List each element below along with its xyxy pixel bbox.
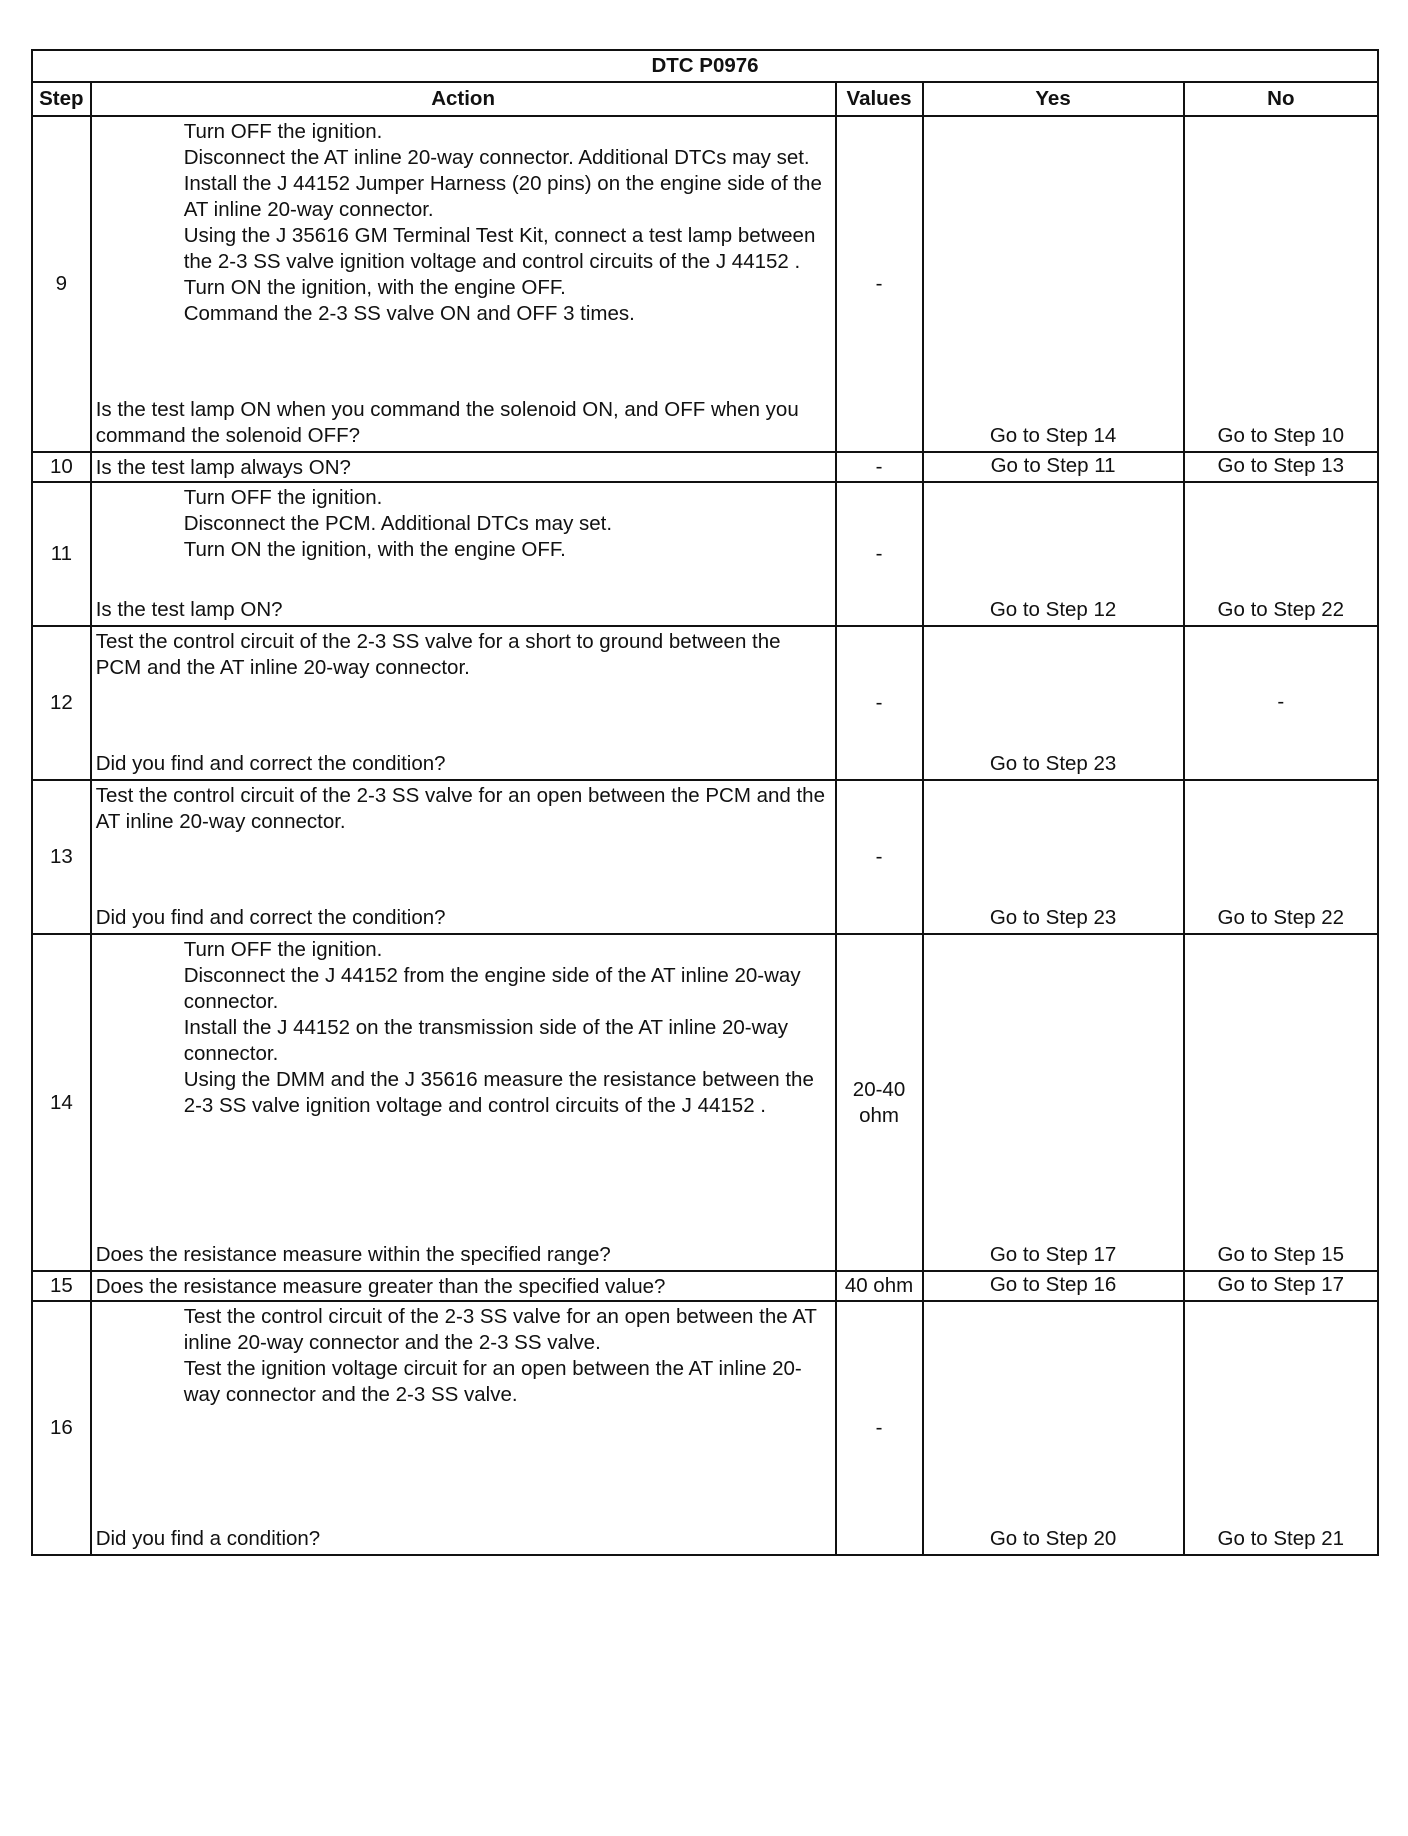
action-instruction: Turn OFF the ignition. bbox=[183, 486, 383, 509]
action-question: Did you find and correct the condition? bbox=[95, 906, 446, 929]
table-title: DTC P0976 bbox=[32, 50, 1378, 82]
no-cell bbox=[1184, 934, 1378, 1271]
action-instruction: Turn OFF the ignition. bbox=[183, 938, 383, 961]
values-cell: - bbox=[836, 1301, 923, 1555]
no-cell bbox=[1184, 1301, 1378, 1555]
action-instruction: Test the control circuit of the 2-3 SS valve for a short to ground between the PCM and the AT inline 20-way connector. bbox=[95, 630, 781, 679]
table-row bbox=[32, 482, 1378, 626]
table-row bbox=[32, 116, 1378, 452]
no-cell bbox=[1184, 1271, 1378, 1301]
step-number: 12 bbox=[32, 626, 91, 780]
action-cell bbox=[91, 934, 836, 1271]
action-instruction: Using the DMM and the J 35616 measure the resistance between the 2-3 SS valve ignition voltage and control circuits of the J 44152 . bbox=[183, 1068, 814, 1117]
action-instruction: Install the J 44152 Jumper Harness (20 pins) on the engine side of the AT inline 20-way connector. bbox=[183, 172, 822, 221]
values-cell: - bbox=[836, 452, 923, 482]
action-instruction: Test the control circuit of the 2-3 SS valve for an open between the AT inline 20-way connector and the 2-3 SS valve. bbox=[183, 1305, 817, 1354]
yes-target: Go to Step 16 bbox=[989, 1273, 1117, 1296]
yes-target: Go to Step 17 bbox=[989, 1243, 1117, 1266]
values-cell: 20-40 ohm bbox=[836, 934, 923, 1271]
no-cell bbox=[1184, 116, 1378, 452]
no-target: Go to Step 10 bbox=[1217, 424, 1345, 447]
action-cell bbox=[91, 482, 836, 626]
action-instruction: Using the J 35616 GM Terminal Test Kit, connect a test lamp between the 2-3 SS valve ignition voltage and control circuits of the J 44152 . bbox=[183, 224, 816, 273]
no-target: Go to Step 22 bbox=[1217, 906, 1345, 929]
action-instruction: Test the control circuit of the 2-3 SS valve for an open between the PCM and the AT inline 20-way connector. bbox=[95, 784, 825, 833]
step-number: 16 bbox=[32, 1301, 91, 1555]
action-question: Did you find and correct the condition? bbox=[95, 752, 446, 775]
no-cell bbox=[1184, 626, 1378, 780]
no-target: - bbox=[1277, 690, 1285, 713]
no-target: Go to Step 15 bbox=[1217, 1243, 1345, 1266]
diagnostic-table bbox=[31, 49, 1379, 1556]
yes-target: Go to Step 20 bbox=[989, 1527, 1117, 1550]
header-step: Step bbox=[32, 82, 91, 116]
values-cell: 40 ohm bbox=[836, 1271, 923, 1301]
table-row bbox=[32, 452, 1378, 482]
values-cell: - bbox=[836, 626, 923, 780]
values-cell: - bbox=[836, 780, 923, 934]
step-number: 9 bbox=[32, 116, 91, 452]
table-row bbox=[32, 626, 1378, 780]
yes-cell bbox=[923, 482, 1184, 626]
action-instruction: Turn OFF the ignition. bbox=[183, 120, 383, 143]
yes-target: Go to Step 12 bbox=[989, 598, 1117, 621]
no-target: Go to Step 21 bbox=[1217, 1527, 1345, 1550]
yes-cell bbox=[923, 1301, 1184, 1555]
action-instruction: Disconnect the AT inline 20-way connector. Additional DTCs may set. bbox=[183, 146, 810, 169]
table-row bbox=[32, 934, 1378, 1271]
action-question: Is the test lamp always ON? bbox=[95, 456, 351, 479]
step-number: 13 bbox=[32, 780, 91, 934]
table-row bbox=[32, 780, 1378, 934]
header-no: No bbox=[1184, 82, 1378, 116]
yes-cell bbox=[923, 452, 1184, 482]
yes-target: Go to Step 23 bbox=[989, 906, 1117, 929]
step-number: 11 bbox=[32, 482, 91, 626]
action-cell bbox=[91, 116, 836, 452]
action-cell bbox=[91, 452, 836, 482]
yes-target: Go to Step 11 bbox=[990, 454, 1116, 477]
step-number: 15 bbox=[32, 1271, 91, 1301]
yes-target: Go to Step 23 bbox=[989, 752, 1117, 775]
action-question: Does the resistance measure within the specified range? bbox=[95, 1243, 611, 1266]
header-values: Values bbox=[836, 82, 923, 116]
action-instruction: Disconnect the PCM. Additional DTCs may set. bbox=[183, 512, 613, 535]
action-instruction: Turn ON the ignition, with the engine OFF. bbox=[183, 276, 566, 299]
action-cell bbox=[91, 1271, 836, 1301]
no-target: Go to Step 22 bbox=[1217, 598, 1345, 621]
header-yes: Yes bbox=[923, 82, 1184, 116]
action-question: Did you find a condition? bbox=[95, 1527, 321, 1550]
action-question: Does the resistance measure greater than the specified value? bbox=[95, 1275, 666, 1298]
no-target: Go to Step 17 bbox=[1217, 1273, 1345, 1296]
yes-cell bbox=[923, 934, 1184, 1271]
step-number: 10 bbox=[32, 452, 91, 482]
action-question: Is the test lamp ON? bbox=[95, 598, 283, 621]
no-cell bbox=[1184, 780, 1378, 934]
action-question: Is the test lamp ON when you command the solenoid ON, and OFF when you command the solenoid OFF? bbox=[95, 398, 799, 447]
yes-cell bbox=[923, 116, 1184, 452]
action-cell bbox=[91, 626, 836, 780]
table-row bbox=[32, 1301, 1378, 1555]
header-action: Action bbox=[91, 82, 836, 116]
yes-cell bbox=[923, 626, 1184, 780]
action-cell bbox=[91, 1301, 836, 1555]
step-number: 14 bbox=[32, 934, 91, 1271]
yes-target: Go to Step 14 bbox=[989, 424, 1117, 447]
values-cell: - bbox=[836, 116, 923, 452]
action-instruction: Test the ignition voltage circuit for an open between the AT inline 20-way connector and the 2-3 SS valve. bbox=[183, 1357, 802, 1406]
action-instruction: Install the J 44152 on the transmission side of the AT inline 20-way connector. bbox=[183, 1016, 789, 1065]
action-instruction: Turn ON the ignition, with the engine OFF. bbox=[183, 538, 566, 561]
action-instruction: Command the 2-3 SS valve ON and OFF 3 times. bbox=[183, 302, 635, 325]
action-cell bbox=[91, 780, 836, 934]
no-target: Go to Step 13 bbox=[1217, 454, 1345, 477]
action-instruction: Disconnect the J 44152 from the engine side of the AT inline 20-way connector. bbox=[183, 964, 801, 1013]
yes-cell bbox=[923, 1271, 1184, 1301]
yes-cell bbox=[923, 780, 1184, 934]
table-row bbox=[32, 1271, 1378, 1301]
values-cell: - bbox=[836, 482, 923, 626]
no-cell bbox=[1184, 452, 1378, 482]
no-cell bbox=[1184, 482, 1378, 626]
